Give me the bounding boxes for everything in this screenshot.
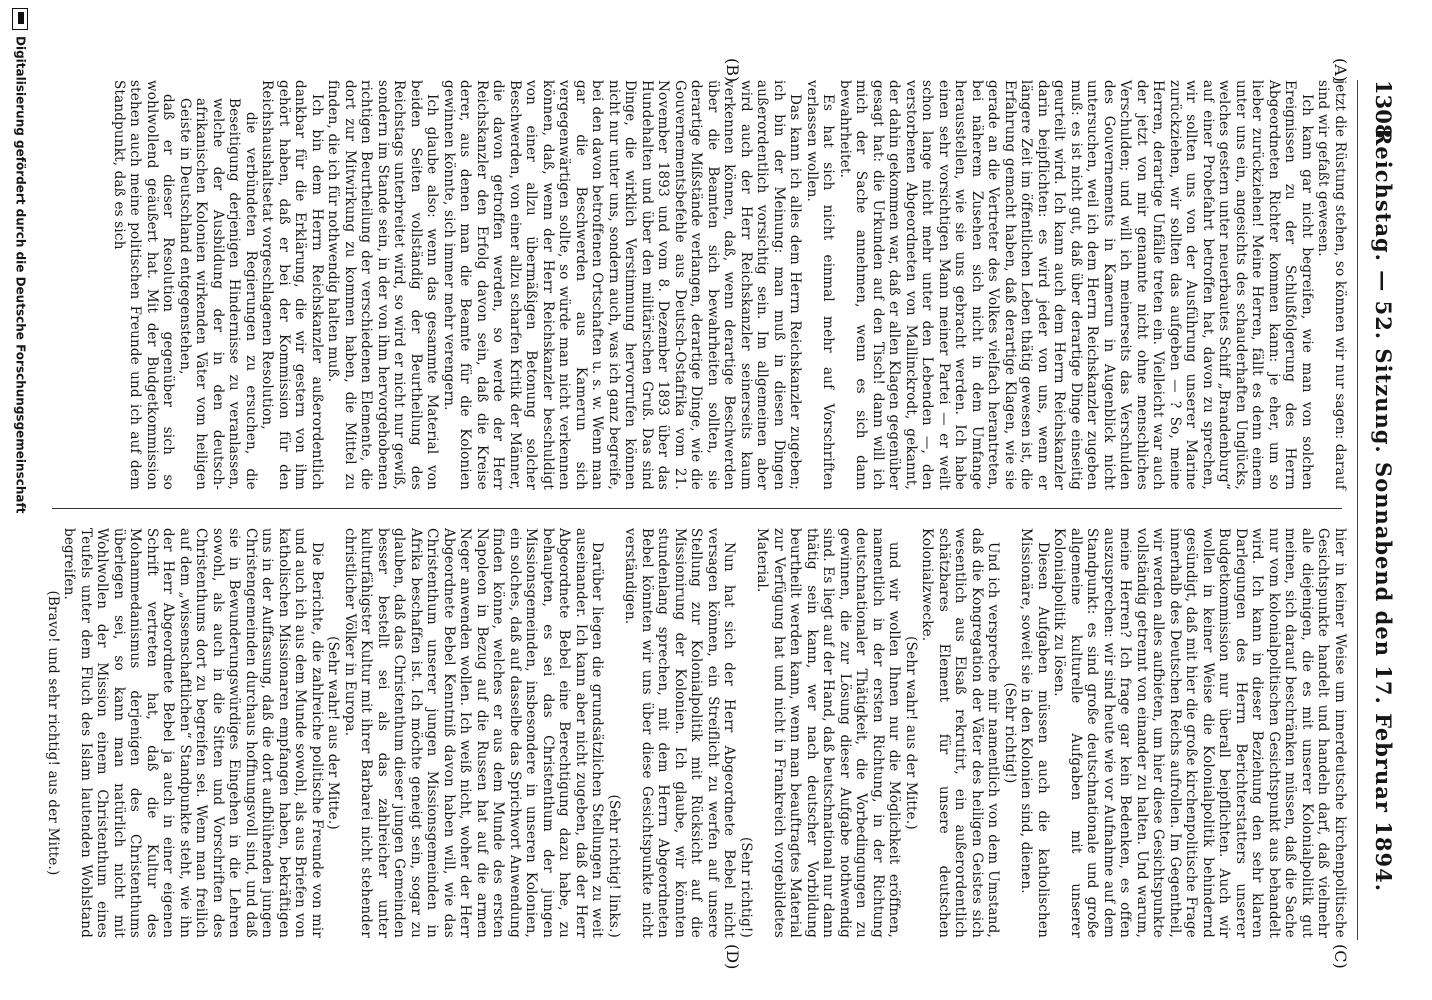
right-column <box>45 528 1348 938</box>
dfg-logo-icon <box>12 8 28 30</box>
left-column <box>48 80 1348 490</box>
page-header <box>1362 80 1396 940</box>
margin-mark-d: (D) <box>723 944 742 970</box>
paragraph: Ich kann gar nicht begreifen, wie man von solchen Ereignissen zu der Schlußfolgerung des Herrn Abgeordneten Richter kommen kann: je eher, um so lieber zurückziehen! Meine Herren, fällt es denn einem unter uns ein, angesichts des schauderhaften Unglücks, welches gestern unter neuerbautes Schiff „Brandenburg“ auf einer Probefahrt betroffen hat, davon zu sprechen, wir sollten uns von der Ausführung unserer Marine zurückziehen, wir sollten das aufgeben — ? So, meine Herren, derartige Unfälle treten ein. Vielleicht war auch der jetzt von mir genannte nicht ohne menschliches Verschulden; und will ich meinerseits das Verschulden des Gouvernements in Kamerun in Augenblick nicht untersuchen, weil ich dem Herrn Reichskanzler zugeben muß: es ist nicht gut, daß über derartige Dinge einseitig geurteilt wird. Ich kann auch dem Herrn Reichskanzler darin beipflichten: es wird jeder von uns, wenn er längere Zeit im öffentlichen Leben thätig gewesen ist, die Erfahrung gemacht haben, daß derartige Klagen, wie sie gerade an die Vertreter des Volkes vielfach herantreten, bei näherem Zusehen sich nicht in dem Umfange herausstellen, wie sie uns gebracht werden. Ich habe einen sehr vorsichtigen Mann meiner Partei — er weilt schon lange nicht mehr unter den Lebenden —, den verstorbenen Abgeordneten von Mallinckrodt, gekannt, der dahin gekommen war, daß er allen Klagen gegenüber gesagt hat: die Urkunden auf den Tisch! dann will ich mich der Sache annehmen, wenn es sich dann bewahrheitet. <box>837 80 1315 490</box>
paragraph: Die Berichte, die zahlreiche politische Freunde von mir und auch ich aus dem Munde sowohl, als aus Briefen von katholischen Missionaren empfangen haben, bekräftigen uns in der Auffassung, daß die dort aufblühenden jungen Christengemeinden durchaus hoffnungsvoll sind, und daß sie in Bewunderungswürdiges Eingehen in die Lehren sowohl, als auch in die Sitten und Vorschriften des Christenthums dort zu begreifen sei. Wenn man freilich auf dem „wissenschaftlichen“ Standpunkte steht, wie ihn der Herr Abgeordnete Bebel ja auch in einer eigenen Schrift vertreten hat, daß die Kultur des Mohammedanismus derjenigen des Christenthums überlegen sei, so kann man natürlich nicht mit Wohlwollen der Mission einem Christenthum eines Teufels unter dem Fluch des Islam lautenden Wohlstand begreifen. <box>61 528 325 938</box>
digitization-credit-text: Digitalisierung gefördert durch die Deutsche Forschungsgemeinschaft <box>13 36 28 514</box>
paragraph: Es hat sich nicht einmal mehr auf Vorschriften verlassen wollen. <box>804 80 837 490</box>
margin-mark-b: (B) <box>723 58 742 83</box>
paragraph: Und ich verspreche mir namentlich von dem Umstand, daß die Kongregation der Väter des heiligen Geistes sich wesentlich aus Elsaß rekrutirt, ein außerordentlich schätzbares Element für unsere deutschen Kolonialzwecke. <box>919 528 1002 938</box>
paragraph: Ich glaube also: wenn das gesammte Material von beiden Seiten vollständig der Beurtheilung des Reichstags unterbreitet wird, so wird er nicht nur gewiß, sondern im Stande sein, in der von ihm hervorgehobenen richtigen Beurtheilung der verschiedenen Elemente, die dort zur Mitwirkung zu kommen haben, die Mittel zu finden, die ich für nothwendig halten muß. <box>325 80 441 490</box>
page-title: Reichstag. — 52. Sitzung. Sonnabend den 17. Februar 1894. <box>1371 127 1396 893</box>
quoted-resolution: die verbündeten Regierungen zu ersuchen, die Beseitigung derjenigen Hindernisse zu veranlassen, welche der Ausbildung der in den deutsch-afrikanischen Kolonien wirkenden Väter vom heiligen Geiste in Deutschland entgegenstehen, <box>177 98 259 490</box>
interjection: (Sehr richtig!) <box>738 836 754 938</box>
paragraph: hier in keiner Weise um innerdeutsche kirchenpolitische Gesichtspunkte handelt und handeln darf, daß vielmehr alle diejenigen, die es mit unserer Kolonialpolitik gut meinen, sich darauf beschränken müssen, daß die Sache nur vom kolonialpolitischen Gesichtspunkt aus behandelt wird. Ich kann in dieser Beziehung den sehr klaren Darlegungen des Herrn Berichterstatters unserer Budgetkommission nur überall beipflichten. Auch wir wollen in keiner Weise die Kolonialpolitik behindernd gesündigt, daß mit hier die große kirchenpolitische Frage innerhalb des Deutschen Reichs aufrollen. Im Gegentheil, wir werden alles aufbieten, um hier diese Gesichtspunkte vollständig getrennt von einander zu halten. Und warum, meine Herren? Ich frage gar kein Bedenken, es offen auszusprechen: wir sind heute wie vor Aufnahme auf dem Standpunkt: es sind große deutschnationale und große allgemeine kulturelle Aufgaben mit unserer Kolonialpolitik zu lösen. <box>1051 528 1348 938</box>
paragraph: Darüber liegen die grundsätzlichen Stellungen zu weit auseinander. Ich kann aber nicht zugeben, daß der Herr Abgeordnete Bebel eine Berechtigung dazu habe, zu behaupten, es sei das Christenthum der jungen Missionsgemeinden, insbesondere in unseren Kolonien, ein solches, daß auf dasselbe das Sprichwort Anwendung finden könne, welches er aus dem Munde des ersten Napoleon in Bezug auf die Russen hat auf die armen Neger anwenden wollen. Ich weiß nicht, woher der Herr Abgeordnete Bebel Kenntniß davon haben will, wie das Christenthum unserer jungen Missionsgemeinden in Afrika beschaffen ist. Ich möchte geneigt sein, sogar zu glauben, daß das Christenthum dieser jungen Gemeinden besser bestellt sei als das zahlreicher unter kulturfähigster Kultur mit ihrer Barbarei nicht stehender christlicher Völker in Europa. <box>342 528 606 938</box>
interjection: (Sehr richtig! links.) <box>606 794 622 938</box>
digitization-credit <box>6 8 28 998</box>
interjection: (Bravo! und sehr richtig! aus der Mitte.) <box>45 590 61 876</box>
paragraph: Das kann ich alles dem Herrn Reichskanzler zugeben; ich bin der Meinung: man muß in diesen Dingen außerordentlich vorsichtig sein. Im allgemeinen aber wird auch der Herr Reichskanzler seinerseits kaum verkennen können, daß, wenn derartige Beschwerden über die Beamten sich bewahrheiten sollten, sie derartige Mißstände verlangen, derartige Dinge, wie die Gouvernementsbefehle aus Deutsch-Ostafrika vom 21. November 1893 und vom 8. Dezember 1893 über das Hundehalten und über den militärischen Gruß. Das sind Dinge, die wirklich Verstimmung hervorrufen können nicht nur unter uns, sondern auch, was ich ganz begreife, bei den davon betroffenen Ortschaften u. s. w. Wenn man gar die Beschwerden aus Kamerun sich vergegenwärtigen sollte, so würde man nicht verkennen können, daß, wenn der Herr Reichskanzler beschuldigt von einer allzu übermäßigen Betonung solcher Beschwerden, von einer allzu scharfen Kritik der Männer, die davon getroffen werden, so werde der Herr Reichskanzler den Erfolg davon sein, daß die Kreise derer, aus denen man die Beamte für die Kolonien gewinnen könnte, sich immer mehr verengern. <box>441 80 804 490</box>
margin-mark-c: (C) <box>1331 944 1350 969</box>
header-rule <box>1357 80 1358 940</box>
paragraph: daß er dieser Resolution gegenüber sich so wohlwollend geäußert hat. Mit der Budgetkommission stehen auch meine politischen Freunde und ich auf dem Standpunkt, daß es sich <box>111 80 177 490</box>
interjection: (Sehr wahr! aus der Mitte.) <box>325 636 342 830</box>
column-divider <box>52 508 1342 509</box>
paragraph: Nun hat sich der Herr Abgeordnete Bebel nicht versagen können, ein Streiflicht zu werfen auf unsere Stellung zur Kolonialpolitik mit Rücksicht auf die Missionirung der Kolonien. Ich glaube, wir könnten stundenlang sprechen, mit dem Herrn Abgeordneten Bebel könnten wir uns über diese Gesichtspunkte nicht verständigen. <box>622 528 738 938</box>
paragraph: und wir wollen Ihnen nur die Möglichkeit eröffnen, namentlich in der ersten Richtung, in der Richtung deutschnationaler Thätigkeit, die Vorbedingungen zu gewinnen, die zur Lösung dieser Aufgabe nothwendig sind. Es liegt auf der Hand, daß beutschnational nur dann thätig sein kann, wer nach deutscher Vorbildung beurtheilt werden kann, wenn man beauftragtes Material zur Verfügung hat und nicht in Frankreich vorgebildetes Material. <box>754 528 903 938</box>
interjection: (Sehr wahr! aus der Mitte.) <box>903 636 919 830</box>
paragraph: Diesen Aufgaben müssen auch die katholischen Missionäre, soweit sie in den Kolonien sind, dienen. <box>1018 528 1051 938</box>
paragraph: jetzt die Rüstung stehen, so können wir nur sagen: darauf sind wir gefaßt gewesen. <box>1315 80 1348 490</box>
paragraph: Ich bin dem Herrn Reichskanzler außerordentlich dankbar für die Erklärung, die wir gestern von ihm gehört haben, daß er bei der Kommission für den Reichshaushaltsetat vorgeschlagenen Resolution, <box>259 80 325 490</box>
margin-mark-a: (A) <box>1331 58 1350 83</box>
page-number: 1308 <box>1371 80 1396 139</box>
interjection: (Sehr richtig!) <box>1002 682 1018 784</box>
